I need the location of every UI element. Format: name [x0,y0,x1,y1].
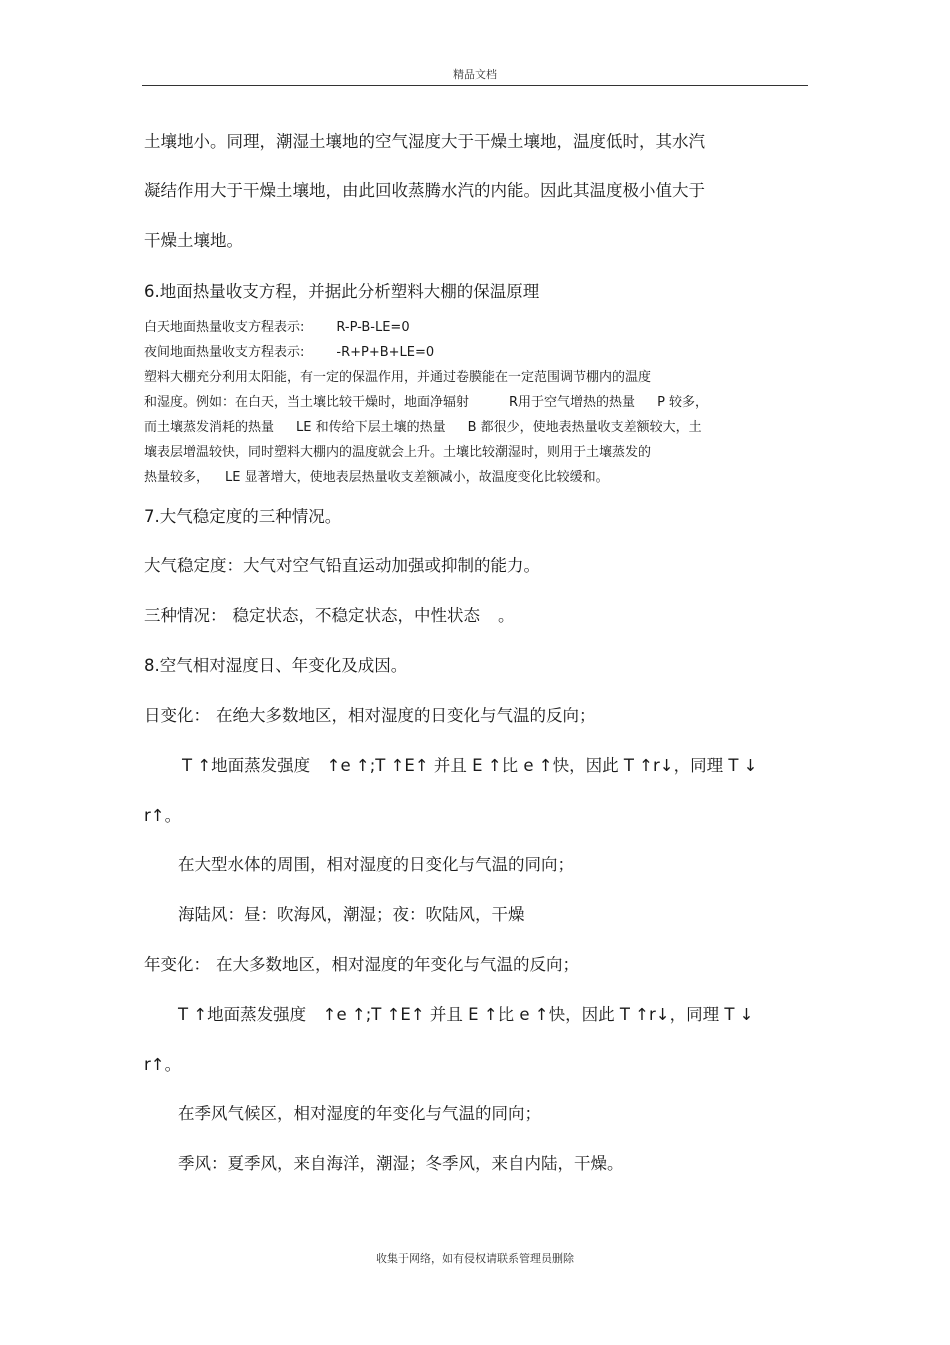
paragraph-line [144,470,609,486]
text-segment: 热量较多， [144,470,210,485]
text-segment: 在绝大多数地区，相对湿度的日变化与气温的反向； [216,706,596,725]
section-heading-6: 6.地面热量收支方程，并据此分析塑料大棚的保温原理 [144,282,540,301]
paragraph-line: 在大型水体的周围，相对湿度的日变化与气温的同向； [178,855,574,874]
header-divider [142,85,808,86]
text-segment: 而土壤蒸发消耗的热量 [144,420,275,435]
text-segment: 日变化： [144,706,210,725]
equation-row-day [144,320,410,336]
text-segment: 年变化： [144,955,210,974]
paragraph-line: 干燥土壤地。 [144,231,243,250]
equation-label: 白天地面热量收支方程表示: [144,320,305,335]
text-segment: 三种情况： [144,606,227,625]
equation-row-night [144,345,434,361]
paragraph-line: 季风：夏季风，来自海洋，潮湿；冬季风，来自内陆，干燥。 [178,1154,624,1173]
equation-value: -R+P+B+LE=0 [336,345,435,360]
text-segment: 在大多数地区，相对湿度的年变化与气温的反向； [216,955,579,974]
formula-line: T ↑地面蒸发强度 ↑e ↑;T ↑E↑ 并且 E ↑比 e ↑快，因此 T ↑r↓，同理 T ↓ [178,1005,754,1024]
paragraph-line: 在季风气候区，相对湿度的年变化与气温的同向； [178,1104,541,1123]
page-header: 精品文档 [453,68,497,81]
text-segment: LE 和传给下层土壤的热量 [296,420,446,435]
paragraph-line [144,706,596,726]
text-segment: 。 [498,606,515,625]
equation-value: R-P-B-LE=0 [336,320,410,335]
paragraph-line [144,955,579,975]
text-segment: 和湿度。例如：在白天，当土壤比较干燥时，地面净辐射 [144,395,470,410]
formula-line: T ↑地面蒸发强度 ↑e ↑;T ↑E↑ 并且 E ↑比 e ↑快，因此 T ↑r↓，同理 T ↓ [182,756,758,775]
paragraph-line [144,420,702,436]
text-segment: B 都很少，使地表热量收支差额较大，土 [467,420,702,435]
text-segment: R用于空气增热的热量 [509,395,636,410]
text-segment: P 较多， [657,395,709,410]
section-heading-7: 7.大气稳定度的三种情况。 [144,507,342,526]
section-heading-8: 8.空气相对湿度日、年变化及成因。 [144,656,408,675]
paragraph-line [144,606,515,626]
equation-label: 夜间地面热量收支方程表示: [144,345,305,360]
formula-line: r↑。 [144,1055,182,1074]
paragraph-line: 大气稳定度：大气对空气铅直运动加强或抑制的能力。 [144,556,540,575]
text-segment: LE 显著增大，使地表层热量收支差额减小，故温度变化比较缓和。 [225,470,609,485]
paragraph-line: 土壤地小。同理，潮湿土壤地的空气湿度大于干燥土壤地，温度低时，其水汽 [144,132,705,151]
paragraph-line: 凝结作用大于干燥土壤地，由此回收蒸腾水汽的内能。因此其温度极小值大于 [144,181,705,200]
paragraph-line [144,395,708,411]
paragraph-line: 壤表层增温较快，同时塑料大棚内的温度就会上升。土壤比较潮湿时，则用于土壤蒸发的 [144,445,652,460]
paragraph-line: 海陆风：昼：吹海风，潮湿；夜：吹陆风，干燥 [178,905,525,924]
formula-line: r↑。 [144,806,182,825]
text-segment: 稳定状态，不稳定状态，中性状态 [232,606,480,625]
page-footer: 收集于网络，如有侵权请联系管理员删除 [376,1252,574,1265]
paragraph-line: 塑料大棚充分利用太阳能，有一定的保温作用，并通过卷膜能在一定范围调节棚内的温度 [144,370,652,385]
